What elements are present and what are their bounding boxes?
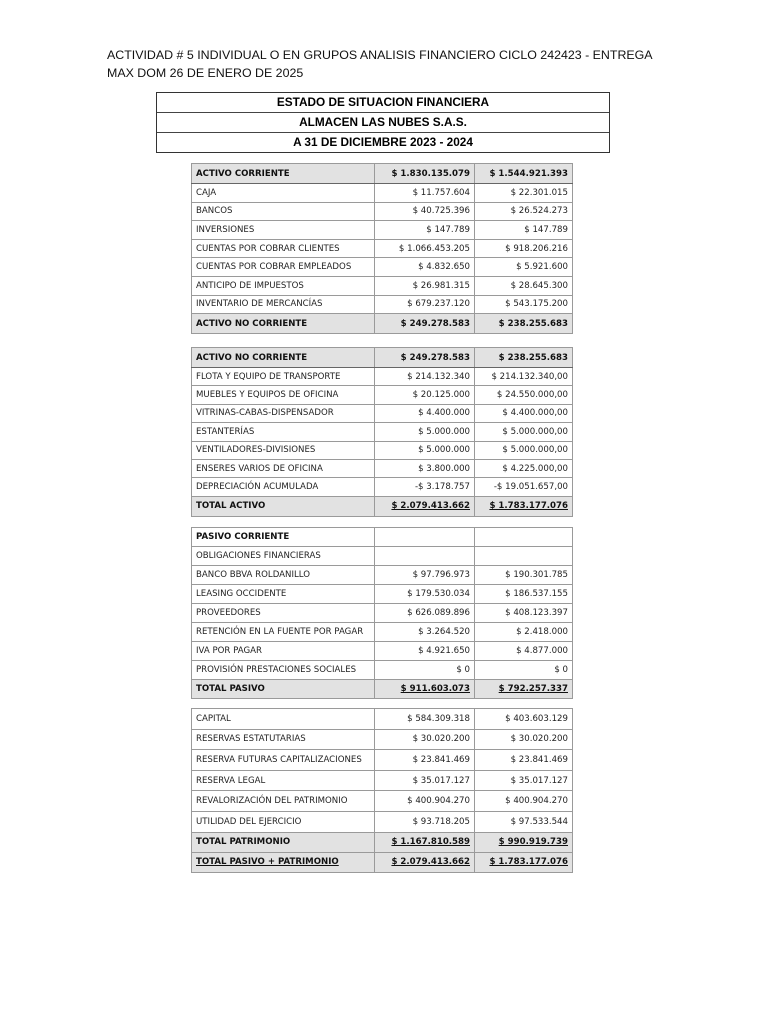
- value-2023: [375, 547, 475, 566]
- value-2024: $ 918.206.216: [475, 239, 573, 258]
- row-label: DEPRECIACIÓN ACUMULADA: [192, 478, 375, 496]
- row-label: MUEBLES Y EQUIPOS DE OFICINA: [192, 386, 375, 404]
- value-2024: -$ 19.051.657,00: [475, 478, 573, 496]
- statement-period: A 31 DE DICIEMBRE 2023 - 2024: [293, 135, 473, 149]
- table-row: [192, 295, 573, 314]
- value-2024: $ 5.921.600: [475, 258, 573, 277]
- value-2023: $ 214.132.340: [375, 368, 475, 386]
- section-header-row: [192, 348, 573, 368]
- row-label: VITRINAS-CABAS-DISPENSADOR: [192, 404, 375, 422]
- value-2024: $ 543.175.200: [475, 295, 573, 314]
- total-value: $ 1.783.177.076: [489, 857, 568, 868]
- value-2023: $ 93.718.205: [375, 811, 475, 832]
- value-2024: $ 403.603.129: [475, 709, 573, 730]
- value-2023: $ 1.830.135.079: [375, 164, 475, 184]
- row-label: INVERSIONES: [192, 221, 375, 240]
- table-row: [192, 258, 573, 277]
- value-2023: $ 20.125.000: [375, 386, 475, 404]
- value-2024: $ 4.225.000,00: [475, 459, 573, 477]
- value-2024: $ 1.544.921.393: [475, 164, 573, 184]
- value-2024: [475, 528, 573, 547]
- value-2023: [375, 496, 475, 516]
- value-2023: [375, 852, 475, 872]
- table-row: [192, 770, 573, 791]
- value-2023: $ 5.000.000: [375, 423, 475, 441]
- value-2023: [375, 832, 475, 852]
- table-row: [192, 604, 573, 623]
- table-row: [192, 459, 573, 477]
- section-total-row: [192, 832, 573, 852]
- value-2024: $ 4.877.000: [475, 642, 573, 661]
- row-label: CAPITAL: [192, 709, 375, 730]
- value-2023: $ 249.278.583: [375, 348, 475, 368]
- value-2023: $ 40.725.396: [375, 202, 475, 221]
- table-row: [192, 585, 573, 604]
- table-row: [192, 791, 573, 812]
- value-2023: $ 11.757.604: [375, 184, 475, 203]
- statement-header: [156, 92, 610, 153]
- table-row: [192, 202, 573, 221]
- row-label: CUENTAS POR COBRAR CLIENTES: [192, 239, 375, 258]
- total-value: $ 792.257.337: [498, 684, 568, 694]
- row-label: PROVISIÓN PRESTACIONES SOCIALES: [192, 661, 375, 680]
- total-value: $ 1.167.810.589: [391, 837, 470, 848]
- value-2023: $ 400.904.270: [375, 791, 475, 812]
- section-header-row: [192, 528, 573, 547]
- value-2024: $ 30.020.200: [475, 729, 573, 750]
- value-2024: [475, 832, 573, 852]
- table-row: [192, 709, 573, 730]
- value-2024: $ 28.645.300: [475, 276, 573, 295]
- patrimonio-table: [191, 708, 573, 873]
- value-2024: [475, 547, 573, 566]
- activo-no-corriente-table: [191, 347, 573, 517]
- row-label: ACTIVO CORRIENTE: [192, 164, 375, 184]
- section-total-row: [192, 314, 573, 334]
- table-row: [192, 441, 573, 459]
- row-label: PROVEEDORES: [192, 604, 375, 623]
- table-row: [192, 423, 573, 441]
- value-2023: $ 30.020.200: [375, 729, 475, 750]
- row-label: ACTIVO NO CORRIENTE: [192, 314, 375, 334]
- row-label: CAJA: [192, 184, 375, 203]
- value-2024: $ 147.789: [475, 221, 573, 240]
- table-row: [192, 239, 573, 258]
- row-label: TOTAL PASIVO: [192, 680, 375, 699]
- value-2024: $ 0: [475, 661, 573, 680]
- value-2023: $ 3.800.000: [375, 459, 475, 477]
- value-2023: $ 4.832.650: [375, 258, 475, 277]
- table-row: [192, 750, 573, 771]
- table-row: [192, 368, 573, 386]
- section-total-row: [192, 680, 573, 699]
- row-label: RETENCIÓN EN LA FUENTE POR PAGAR: [192, 623, 375, 642]
- table-row: [192, 566, 573, 585]
- table-row: [192, 221, 573, 240]
- value-2023: $ 4.400.000: [375, 404, 475, 422]
- value-2023: $ 23.841.469: [375, 750, 475, 771]
- row-label: LEASING OCCIDENTE: [192, 585, 375, 604]
- value-2024: $ 214.132.340,00: [475, 368, 573, 386]
- value-2024: $ 22.301.015: [475, 184, 573, 203]
- value-2024: $ 400.904.270: [475, 791, 573, 812]
- row-label: OBLIGACIONES FINANCIERAS: [192, 547, 375, 566]
- value-2023: $ 626.089.896: [375, 604, 475, 623]
- row-label: RESERVA FUTURAS CAPITALIZACIONES: [192, 750, 375, 771]
- value-2023: $ 679.237.120: [375, 295, 475, 314]
- page-heading: ACTIVIDAD # 5 INDIVIDUAL O EN GRUPOS ANALISIS FINANCIERO CICLO 242423 - ENTREGA MAX DOM 26 DE ENERO DE 2025: [107, 48, 652, 80]
- value-2024: $ 35.017.127: [475, 770, 573, 791]
- row-label: ANTICIPO DE IMPUESTOS: [192, 276, 375, 295]
- total-value: $ 2.079.413.662: [391, 501, 470, 512]
- row-label: [192, 852, 375, 872]
- value-2023: $ 35.017.127: [375, 770, 475, 791]
- activo-corriente-table: [191, 163, 573, 334]
- value-2023: [375, 528, 475, 547]
- value-2023: $ 179.530.034: [375, 585, 475, 604]
- value-2023: $ 3.264.520: [375, 623, 475, 642]
- value-2023: $ 1.066.453.205: [375, 239, 475, 258]
- total-value: $ 990.919.739: [498, 837, 568, 848]
- row-label: FLOTA Y EQUIPO DE TRANSPORTE: [192, 368, 375, 386]
- value-2024: $ 26.524.273: [475, 202, 573, 221]
- value-2024: $ 2.418.000: [475, 623, 573, 642]
- value-2023: $ 249.278.583: [375, 314, 475, 334]
- table-row: [192, 404, 573, 422]
- value-2024: [475, 680, 573, 699]
- value-2023: -$ 3.178.757: [375, 478, 475, 496]
- row-label: ENSERES VARIOS DE OFICINA: [192, 459, 375, 477]
- value-2024: $ 97.533.544: [475, 811, 573, 832]
- row-label: ESTANTERÍAS: [192, 423, 375, 441]
- value-2023: $ 0: [375, 661, 475, 680]
- row-label: RESERVAS ESTATUTARIAS: [192, 729, 375, 750]
- row-label: BANCO BBVA ROLDANILLO: [192, 566, 375, 585]
- row-label: UTILIDAD DEL EJERCICIO: [192, 811, 375, 832]
- statement-title: ESTADO DE SITUACION FINANCIERA: [157, 93, 609, 113]
- total-value: $ 2.079.413.662: [391, 857, 470, 868]
- value-2024: $ 24.550.000,00: [475, 386, 573, 404]
- grand-total-row: [192, 852, 573, 872]
- row-label: TOTAL ACTIVO: [192, 496, 375, 516]
- section-header-row: [192, 164, 573, 184]
- row-label: TOTAL PATRIMONIO: [192, 832, 375, 852]
- value-2024: [475, 852, 573, 872]
- pasivo-table: [191, 527, 573, 699]
- value-2024: $ 238.255.683: [475, 348, 573, 368]
- value-2024: $ 5.000.000,00: [475, 423, 573, 441]
- total-value: $ 911.603.073: [400, 684, 470, 694]
- table-row: [192, 623, 573, 642]
- table-row: [192, 184, 573, 203]
- value-2024: $ 190.301.785: [475, 566, 573, 585]
- table-row: [192, 661, 573, 680]
- section-total-row: [192, 496, 573, 516]
- grand-total-label: TOTAL PASIVO + PATRIMONIO: [196, 857, 339, 868]
- row-label: BANCOS: [192, 202, 375, 221]
- value-2023: $ 97.796.973: [375, 566, 475, 585]
- table-row: [192, 386, 573, 404]
- value-2024: $ 186.537.155: [475, 585, 573, 604]
- value-2023: $ 147.789: [375, 221, 475, 240]
- table-row: [192, 478, 573, 496]
- value-2024: $ 5.000.000,00: [475, 441, 573, 459]
- row-label: ACTIVO NO CORRIENTE: [192, 348, 375, 368]
- value-2023: $ 5.000.000: [375, 441, 475, 459]
- row-label: VENTILADORES-DIVISIONES: [192, 441, 375, 459]
- table-row: [192, 811, 573, 832]
- value-2024: $ 4.400.000,00: [475, 404, 573, 422]
- row-label: REVALORIZACIÓN DEL PATRIMONIO: [192, 791, 375, 812]
- table-row: [192, 642, 573, 661]
- row-label: INVENTARIO DE MERCANCÍAS: [192, 295, 375, 314]
- value-2024: $ 23.841.469: [475, 750, 573, 771]
- table-row: [192, 547, 573, 566]
- table-row: [192, 729, 573, 750]
- value-2023: [375, 680, 475, 699]
- company-name: ALMACEN LAS NUBES S.A.S.: [157, 113, 609, 133]
- value-2023: $ 584.309.318: [375, 709, 475, 730]
- row-label: CUENTAS POR COBRAR EMPLEADOS: [192, 258, 375, 277]
- table-row: [192, 276, 573, 295]
- row-label: RESERVA LEGAL: [192, 770, 375, 791]
- value-2024: $ 408.123.397: [475, 604, 573, 623]
- row-label: IVA POR PAGAR: [192, 642, 375, 661]
- value-2023: $ 4.921.650: [375, 642, 475, 661]
- value-2024: [475, 496, 573, 516]
- value-2024: $ 238.255.683: [475, 314, 573, 334]
- row-label: PASIVO CORRIENTE: [192, 528, 375, 547]
- value-2023: $ 26.981.315: [375, 276, 475, 295]
- total-value: $ 1.783.177.076: [489, 501, 568, 512]
